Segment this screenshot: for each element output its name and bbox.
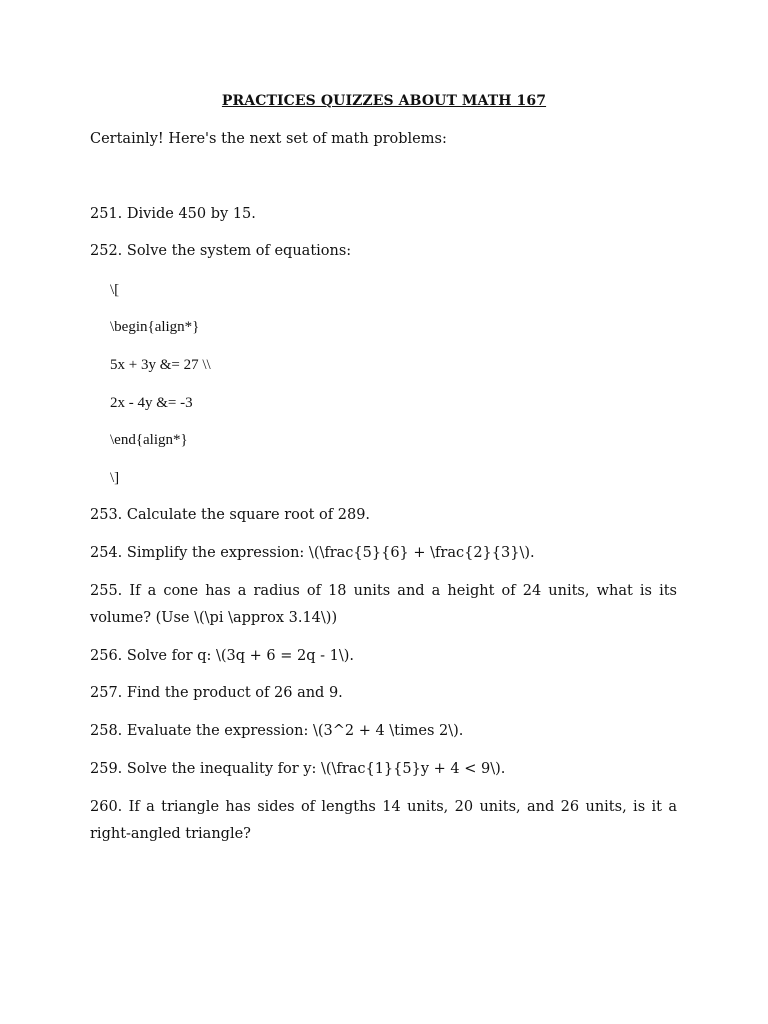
problem-260: 260. If a triangle has sides of lengths 14 units, 20 units, and 26 units, is it a right-angled triangle? xyxy=(90,799,677,842)
page-title: PRACTICES QUIZZES ABOUT MATH 167 xyxy=(221,93,547,109)
equation-line-5: \end{align*} xyxy=(110,432,188,448)
problem-252: 252. Solve the system of equations: xyxy=(90,243,352,259)
problem-253: 253. Calculate the square root of 289. xyxy=(90,507,371,523)
equation-line-6: \] xyxy=(110,470,120,486)
problem-254: 254. Simplify the expression: \(\frac{5}{6} + \frac{2}{3}\). xyxy=(90,545,535,561)
problem-251: 251. Divide 450 by 15. xyxy=(90,206,256,222)
problem-257: 257. Find the product of 26 and 9. xyxy=(90,685,343,701)
equation-line-3: 5x + 3y &= 27 \\ xyxy=(110,357,211,373)
equation-line-2: \begin{align*} xyxy=(110,319,200,335)
problem-255: 255. If a cone has a radius of 18 units and a height of 24 units, what is its volume? (Use \(\pi \approx 3.14\)) xyxy=(90,583,677,626)
equation-line-1: \[ xyxy=(110,282,120,298)
equation-line-4: 2x - 4y &= -3 xyxy=(110,395,193,411)
problem-258: 258. Evaluate the expression: \(3^2 + 4 \times 2\). xyxy=(90,723,464,739)
intro-text: Certainly! Here's the next set of math problems: xyxy=(90,131,447,147)
problem-259: 259. Solve the inequality for y: \(\frac{1}{5}y + 4 < 9\). xyxy=(90,761,506,777)
problem-256: 256. Solve for q: \(3q + 6 = 2q - 1\). xyxy=(90,648,355,664)
